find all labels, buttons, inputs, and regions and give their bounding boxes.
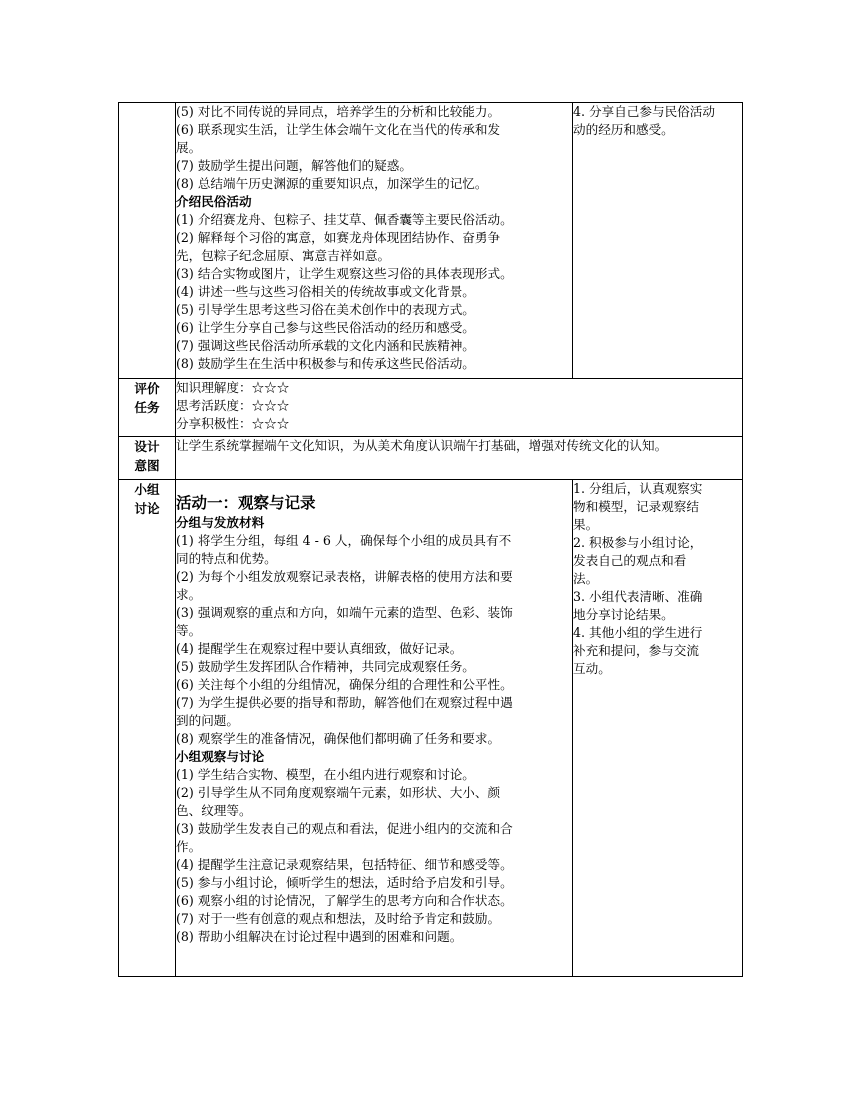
list-item: (7) 为学生提供必要的指导和帮助，解答他们在观察过程中遇 <box>176 695 513 710</box>
list-item: 同的特点和优势。 <box>176 551 277 566</box>
student-activity-line: 果。 <box>573 517 599 532</box>
list-item: (1) 介绍赛龙舟、包粽子、挂艾草、佩香囊等主要民俗活动。 <box>176 212 513 227</box>
section-heading-observation: 小组观察与讨论 <box>176 749 265 764</box>
group-discussion-student-cell <box>573 480 743 977</box>
group-discussion-content <box>176 480 573 977</box>
rating-line: 思考活跃度：☆☆☆ <box>176 398 290 413</box>
student-activity-line: 互动。 <box>573 661 611 676</box>
list-item: 求。 <box>176 587 202 602</box>
student-activity-line: 3. 小组代表清晰、准确 <box>573 589 703 604</box>
evaluation-label: 评价 任务 <box>119 379 176 437</box>
row-group-discussion <box>119 480 743 977</box>
section-heading-grouping: 分组与发放材料 <box>176 515 265 530</box>
list-item: (7) 对于一些有创意的观点和想法，及时给予肯定和鼓励。 <box>176 911 501 926</box>
student-activity-line: 物和模型，记录观察结 <box>573 499 699 514</box>
student-activity-line: 发表自己的观点和看 <box>573 553 687 568</box>
list-item: (3) 结合实物或图片，让学生观察这些习俗的具体表现形式。 <box>176 266 513 281</box>
list-item: (1) 将学生分组，每组 4 - 6 人，确保每个小组的成员具有不 <box>176 533 512 548</box>
activity-title: 活动一：观察与记录 <box>176 494 316 512</box>
row-evaluation <box>119 379 743 437</box>
list-item: 到的问题。 <box>176 713 239 728</box>
list-item: (2) 为每个小组发放观察记录表格，讲解表格的使用方法和要 <box>176 569 513 584</box>
design-intent-text: 让学生系统掌握端午文化知识，为从美术角度认识端午打基础，增强对传统文化的认知。 <box>176 437 743 480</box>
list-item: (4) 提醒学生注意记录观察结果，包括特征、细节和感受等。 <box>176 857 513 872</box>
student-activity-line: 法。 <box>573 571 599 586</box>
row-design-intent <box>119 437 743 480</box>
list-item: (5) 引导学生思考这些习俗在美术创作中的表现方式。 <box>176 302 475 317</box>
student-activity-line: 4. 其他小组的学生进行 <box>573 625 703 640</box>
list-item: (2) 解释每个习俗的寓意，如赛龙舟体现团结协作、奋勇争 <box>176 230 501 245</box>
section-heading-folk-activities: 介绍民俗活动 <box>176 194 252 209</box>
list-item: 等。 <box>176 623 202 638</box>
student-activity-line: 补充和提问，参与交流 <box>573 643 699 658</box>
list-item: (6) 联系现实生活，让学生体会端午文化在当代的传承和发 <box>176 122 501 137</box>
rating-line: 分享积极性：☆☆☆ <box>176 416 290 431</box>
list-item: 先，包粽子纪念屈原、寓意吉祥如意。 <box>176 248 391 263</box>
list-item: 色、纹理等。 <box>176 803 252 818</box>
student-activity-line: 2. 积极参与小组讨论， <box>573 535 703 550</box>
list-item: (6) 关注每个小组的分组情况，确保分组的合理性和公平性。 <box>176 677 513 692</box>
list-item: (1) 学生结合实物、模型，在小组内进行观察和讨论。 <box>176 767 475 782</box>
list-item: (8) 鼓励学生在生活中积极参与和传承这些民俗活动。 <box>176 356 475 371</box>
list-item: (4) 提醒学生在观察过程中要认真细致，做好记录。 <box>176 641 463 656</box>
list-item: (3) 鼓励学生发表自己的观点和看法，促进小组内的交流和合 <box>176 821 513 836</box>
evaluation-content <box>176 379 743 437</box>
list-item: (7) 强调这些民俗活动所承载的文化内涵和民族精神。 <box>176 338 475 353</box>
list-item: (8) 总结端午历史渊源的重要知识点，加深学生的记忆。 <box>176 176 488 191</box>
student-activity-line: 动的经历和感受。 <box>573 122 674 137</box>
list-item: 作。 <box>176 839 202 854</box>
student-activity-line: 地分享讨论结果。 <box>573 607 674 622</box>
list-item: (4) 讲述一些与这些习俗相关的传统故事或文化背景。 <box>176 284 475 299</box>
row1-content-cell <box>176 103 573 379</box>
list-item: (8) 帮助小组解决在讨论过程中遇到的困难和问题。 <box>176 929 463 944</box>
list-item: (7) 鼓励学生提出问题，解答他们的疑惑。 <box>176 158 412 173</box>
lesson-plan-table <box>118 102 743 977</box>
group-discussion-label: 小组 讨论 <box>119 480 176 977</box>
rating-line: 知识理解度：☆☆☆ <box>176 380 290 395</box>
list-item: (3) 强调观察的重点和方向，如端午元素的造型、色彩、装饰 <box>176 605 513 620</box>
row-folk-activities <box>119 103 743 379</box>
list-item: (8) 观察学生的准备情况，确保他们都明确了任务和要求。 <box>176 731 501 746</box>
list-item: (6) 让学生分享自己参与这些民俗活动的经历和感受。 <box>176 320 475 335</box>
student-activity-line: 1. 分组后，认真观察实 <box>573 481 703 496</box>
list-item: (5) 参与小组讨论，倾听学生的想法，适时给予启发和引导。 <box>176 875 513 890</box>
student-activity-line: 4. 分享自己参与民俗活动 <box>573 104 715 119</box>
row1-label-cell <box>119 103 176 379</box>
list-item: 展。 <box>176 140 202 155</box>
row1-student-cell <box>573 103 743 379</box>
list-item: (2) 引导学生从不同角度观察端午元素，如形状、大小、颜 <box>176 785 501 800</box>
list-item: (6) 观察小组的讨论情况，了解学生的思考方向和合作状态。 <box>176 893 513 908</box>
list-item: (5) 对比不同传说的异同点，培养学生的分析和比较能力。 <box>176 104 501 119</box>
design-intent-label: 设计 意图 <box>119 437 176 480</box>
list-item: (5) 鼓励学生发挥团队合作精神，共同完成观察任务。 <box>176 659 475 674</box>
